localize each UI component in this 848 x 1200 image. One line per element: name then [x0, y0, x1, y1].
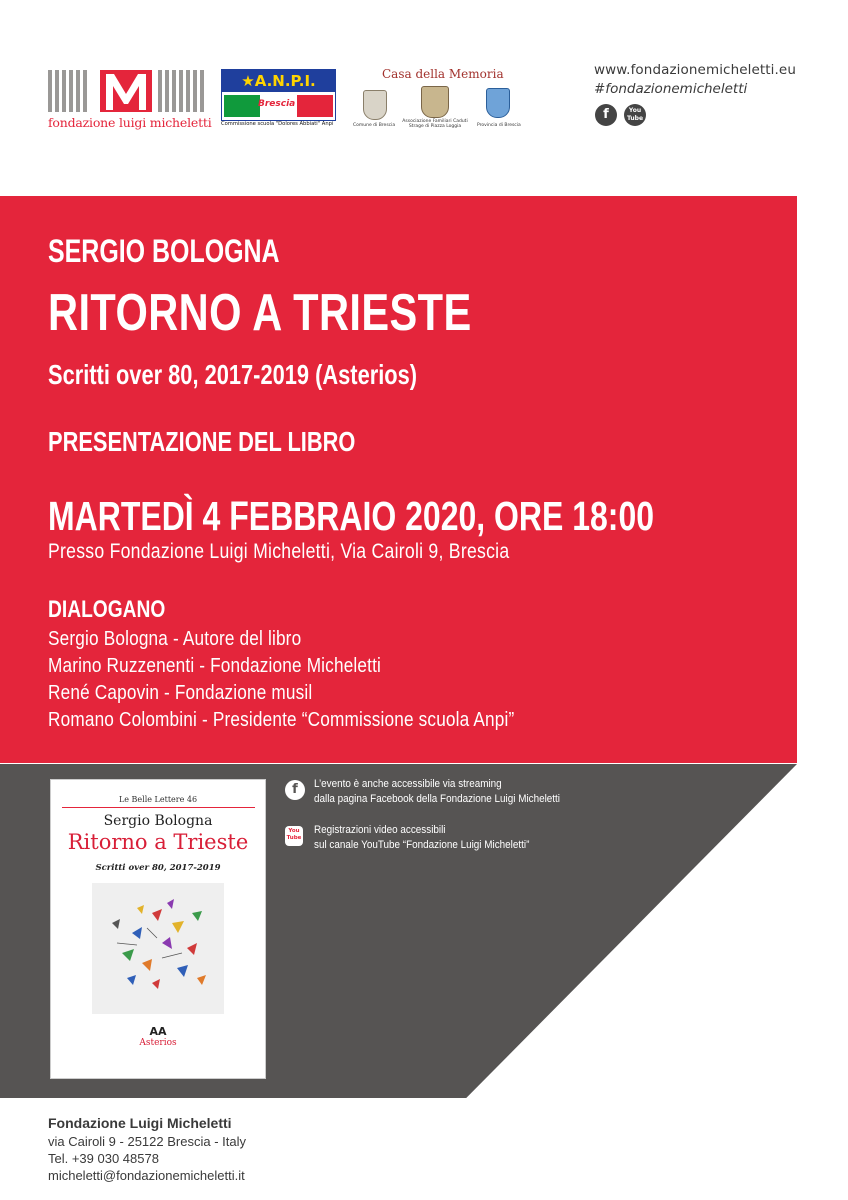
speaker-item: Sergio Bologna - Autore del libro — [48, 628, 302, 650]
anpi-logo-title: ★A.N.P.I. — [222, 70, 335, 92]
event-venue: Presso Fondazione Luigi Micheletti, Via Cairoli 9, Brescia — [48, 540, 510, 563]
footer-address: via Cairoli 9 - 25122 Brescia - Italy — [48, 1134, 246, 1149]
book-publisher: Asterios — [139, 1038, 177, 1048]
streaming-youtube-line1: Registrazioni video accessibili — [314, 824, 446, 836]
book-subtitle: Scritti over 80, 2017-2019 — [95, 863, 221, 873]
monument-icon — [421, 86, 449, 118]
casa-memoria-title: Casa della Memoria — [382, 67, 504, 81]
youtube-icon: You Tube — [285, 826, 303, 846]
streaming-facebook-line1: L’evento è anche accessibile via streaming — [314, 778, 502, 790]
casa-caption-provincia: Provincia di Brescia — [477, 123, 521, 128]
facebook-icon[interactable]: f — [595, 104, 617, 126]
micheletti-logo — [48, 70, 212, 132]
dialog-heading: DIALOGANO — [48, 596, 166, 623]
facebook-icon: f — [285, 780, 305, 800]
hashtag: #fondazionemicheletti — [594, 81, 748, 97]
casa-caption-comune: Comune di Brescia — [353, 123, 396, 128]
logo-m-icon — [100, 70, 152, 112]
book-author: Sergio Bologna — [103, 813, 213, 829]
anpi-logo-city: Brescia — [258, 99, 296, 109]
book-title: Ritorno a Trieste — [67, 830, 249, 854]
publisher-logo: AA — [149, 1025, 167, 1038]
speaker-item: Romano Colombini - Presidente “Commissione scuola Anpi” — [48, 709, 515, 731]
website-link[interactable]: www.fondazionemicheletti.eu — [594, 62, 796, 78]
event-title: RITORNO A TRIESTE — [48, 284, 472, 342]
comune-crest-icon — [363, 90, 387, 120]
book-cover — [50, 779, 266, 1079]
micheletti-logo-text: fondazione luigi micheletti — [48, 115, 212, 130]
footer-phone: Tel. +39 030 48578 — [48, 1151, 159, 1166]
speaker-item: René Capovin - Fondazione musil — [48, 682, 313, 704]
anpi-caption: Commissione scuola "Dolores Abbiati" Anpi — [221, 121, 334, 127]
footer-email[interactable]: micheletti@fondazionemicheletti.it — [48, 1168, 245, 1183]
footer-org-name: Fondazione Luigi Micheletti — [48, 1115, 232, 1131]
streaming-youtube-line2: sul canale YouTube “Fondazione Luigi Micheletti” — [314, 839, 530, 851]
speaker-item: Marino Ruzzenenti - Fondazione Micheletti — [48, 655, 382, 677]
book-series: Le Belle Lettere 46 — [118, 795, 198, 804]
anpi-logo — [221, 69, 337, 131]
book-artwork — [92, 883, 224, 1014]
book-divider — [62, 807, 255, 808]
logo-bars-right-icon — [158, 70, 204, 112]
logo-bars-icon — [48, 70, 87, 112]
streaming-facebook-line2: dalla pagina Facebook della Fondazione Luigi Micheletti — [314, 793, 561, 805]
casa-caption-associazione: Associazione Familiari Caduti Strage di Piazza Loggia — [402, 119, 468, 129]
event-author: SERGIO BOLOGNA — [48, 233, 280, 269]
casa-memoria-logo — [355, 66, 530, 132]
youtube-icon[interactable]: You Tube — [624, 104, 646, 126]
event-date: MARTEDÌ 4 FEBBRAIO 2020, ORE 18:00 — [48, 493, 655, 539]
event-subtitle: Scritti over 80, 2017-2019 (Asterios) — [48, 359, 418, 390]
event-type: PRESENTAZIONE DEL LIBRO — [48, 426, 356, 457]
provincia-crest-icon — [486, 88, 510, 118]
